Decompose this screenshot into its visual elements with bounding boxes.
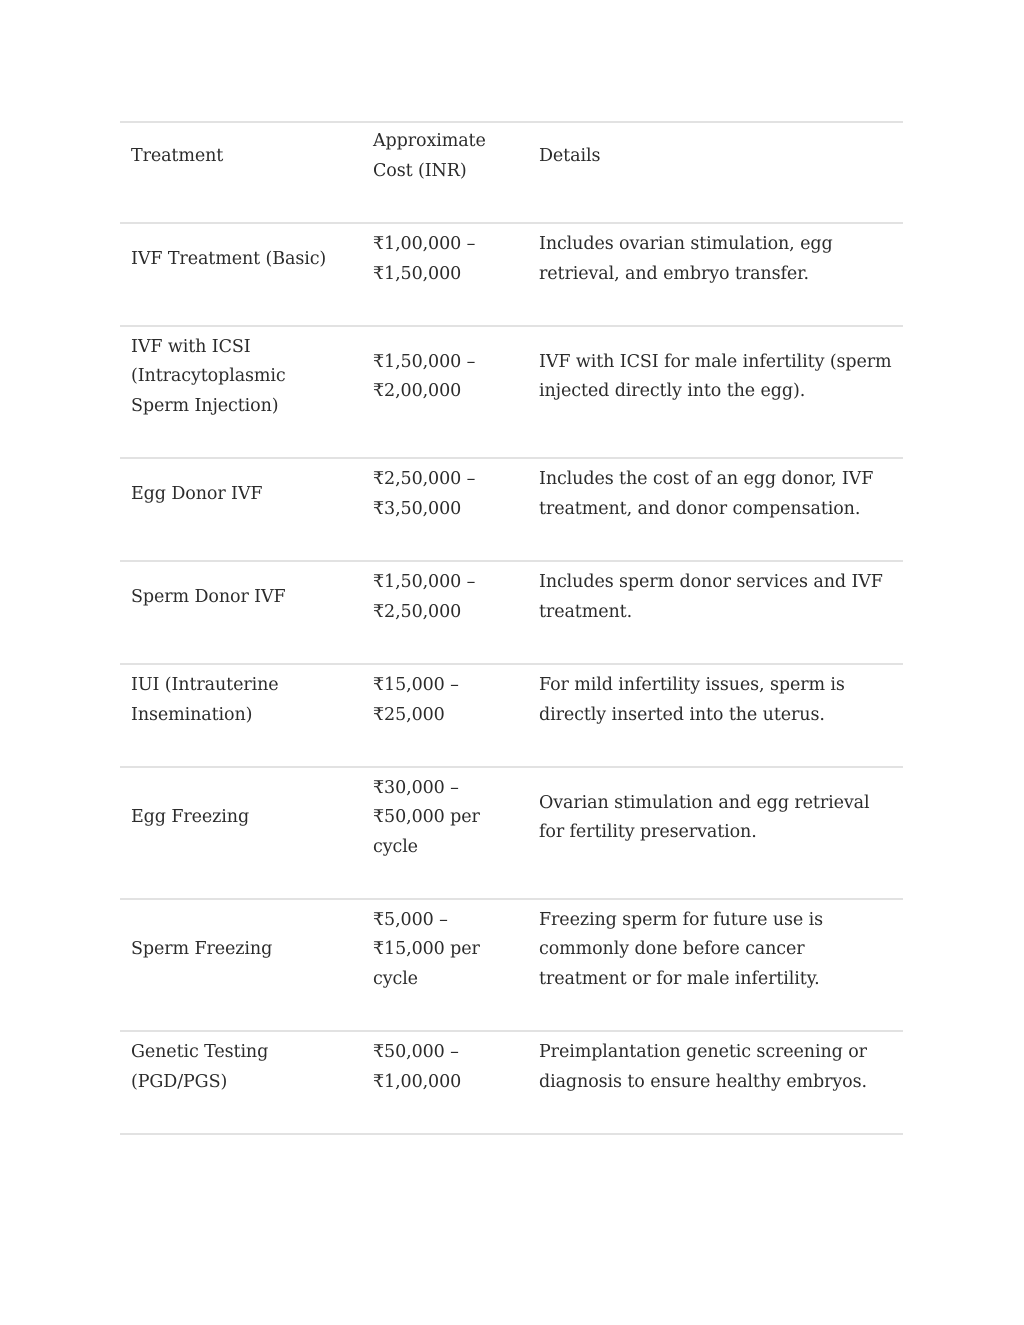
cost-cell: ₹1,50,000 – ₹2,50,000 bbox=[373, 572, 476, 622]
details-cell: Includes sperm donor services and IVF treatment. bbox=[539, 572, 883, 622]
details-cell: Ovarian stimulation and egg retrieval for fertility preservation. bbox=[539, 792, 870, 842]
treatment-cell: Sperm Donor IVF bbox=[131, 586, 286, 607]
treatment-cell: Genetic Testing (PGD/PGS) bbox=[131, 1042, 269, 1092]
details-cell: Freezing sperm for future use is commonly done before cancer treatment or for male infertility. bbox=[539, 910, 823, 989]
cost-cell: ₹1,50,000 – ₹2,00,000 bbox=[373, 351, 476, 401]
cost-cell: ₹30,000 – ₹50,000 per cycle bbox=[373, 778, 480, 857]
table-row bbox=[120, 326, 903, 458]
table-header-row bbox=[120, 122, 903, 223]
table-row bbox=[120, 899, 903, 1031]
treatment-cell: Egg Donor IVF bbox=[131, 483, 263, 504]
details-cell: Preimplantation genetic screening or diagnosis to ensure healthy embryos. bbox=[539, 1042, 867, 1092]
cost-cell: ₹2,50,000 – ₹3,50,000 bbox=[373, 469, 476, 519]
ivf-cost-table bbox=[120, 121, 903, 1135]
cost-cell: ₹1,00,000 – ₹1,50,000 bbox=[373, 234, 476, 284]
treatment-cell: Sperm Freezing bbox=[131, 939, 273, 960]
header-treatment: Treatment bbox=[131, 145, 224, 166]
details-cell: IVF with ICSI for male infertility (sperm injected directly into the egg). bbox=[539, 351, 892, 401]
details-cell: Includes ovarian stimulation, egg retrieval, and embryo transfer. bbox=[539, 234, 833, 284]
treatment-cell: Egg Freezing bbox=[131, 807, 250, 828]
table-row bbox=[120, 664, 903, 767]
header-cost: Approximate Cost (INR) bbox=[373, 131, 486, 181]
details-cell: For mild infertility issues, sperm is directly inserted into the uterus. bbox=[539, 675, 845, 725]
treatment-cell: IVF with ICSI (Intracytoplasmic Sperm Injection) bbox=[131, 337, 286, 416]
table-row bbox=[120, 561, 903, 664]
cost-cell: ₹5,000 – ₹15,000 per cycle bbox=[373, 910, 480, 989]
table-row bbox=[120, 458, 903, 561]
details-cell: Includes the cost of an egg donor, IVF treatment, and donor compensation. bbox=[539, 469, 874, 519]
treatment-cell: IVF Treatment (Basic) bbox=[131, 248, 327, 269]
table-row bbox=[120, 767, 903, 899]
header-details: Details bbox=[539, 145, 601, 166]
table-row bbox=[120, 223, 903, 326]
cost-cell: ₹50,000 – ₹1,00,000 bbox=[373, 1042, 462, 1092]
treatment-cell: IUI (Intrauterine Insemination) bbox=[131, 675, 279, 725]
table-row bbox=[120, 1031, 903, 1134]
cost-cell: ₹15,000 – ₹25,000 bbox=[373, 675, 459, 725]
